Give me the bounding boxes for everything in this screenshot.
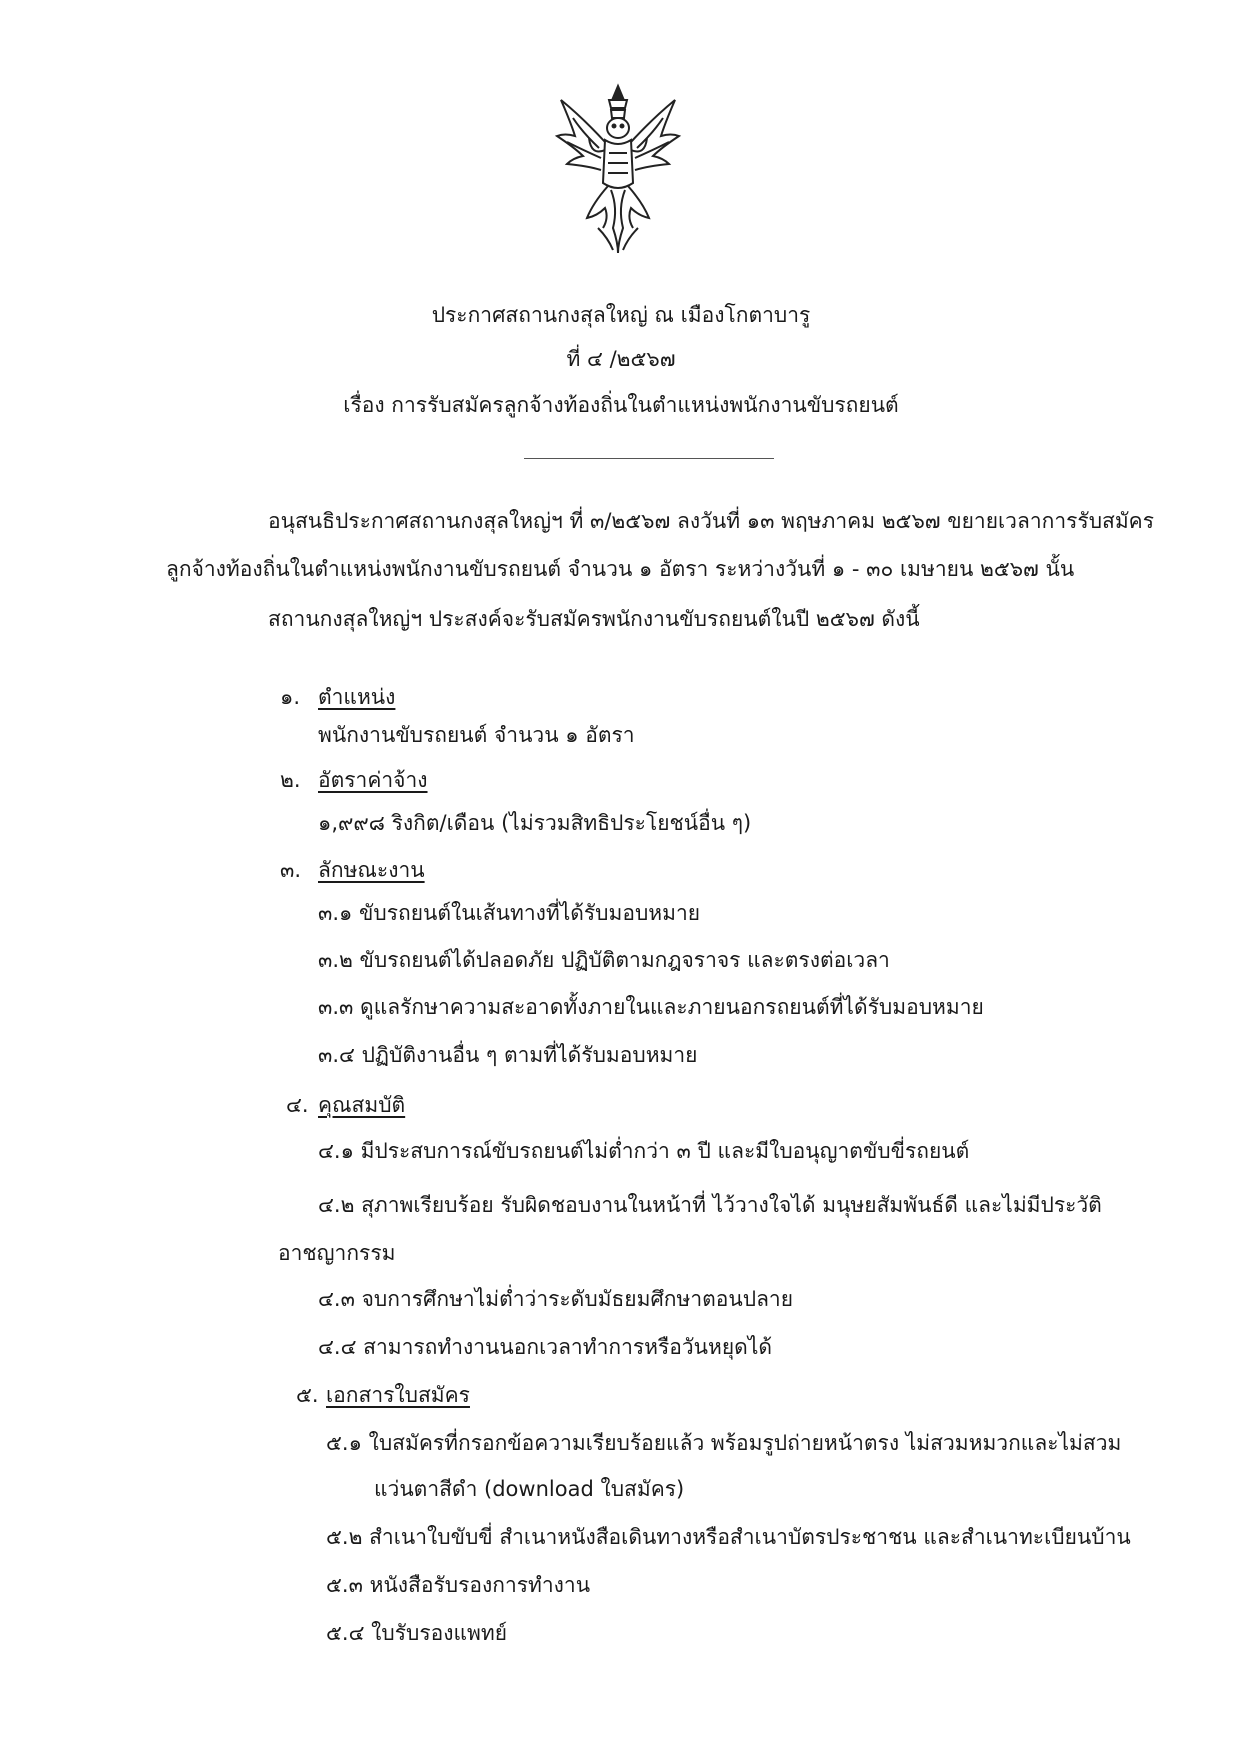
section-heading: เอกสารใบสมัคร <box>326 1383 470 1407</box>
announcement-number: ที่ ๔ /๒๕๖๗ <box>566 347 676 371</box>
intro-line: สถานกงสุลใหญ่ฯ ประสงค์จะรับสมัครพนักงานขับรถยนต์ในปี ๒๕๖๗ ดังนี้ <box>268 607 920 631</box>
list-item: ๕.๓ หนังสือรับรองการทำงาน <box>326 1573 591 1597</box>
list-item: ๔.๓ จบการศึกษาไม่ต่ำว่าระดับมัธยมศึกษาตอนปลาย <box>318 1287 794 1311</box>
list-item: ๓.๔ ปฏิบัติงานอื่น ๆ ตามที่ได้รับมอบหมาย <box>318 1043 698 1067</box>
section-heading: ลักษณะงาน <box>318 858 425 882</box>
list-item: ๕.๑ ใบสมัครที่กรอกข้อความเรียบร้อยแล้ว พร้อมรูปถ่ายหน้าตรง ไม่สวมหมวกและไม่สวม <box>326 1431 1122 1455</box>
announcement-title: ประกาศสถานกงสุลใหญ่ ณ เมืองโกตาบารู <box>431 303 811 327</box>
intro-line: ลูกจ้างท้องถิ่นในตำแหน่งพนักงานขับรถยนต์ จำนวน ๑ อัตรา ระหว่างวันที่ ๑ - ๓๐ เมษายน ๒๕๖๗ นั้น <box>166 557 1075 581</box>
section-number: ๒. <box>280 768 301 792</box>
list-item: ๓.๓ ดูแลรักษาความสะอาดทั้งภายในและภายนอกรถยนต์ที่ได้รับมอบหมาย <box>318 995 984 1019</box>
divider <box>524 458 774 459</box>
list-item: ๔.๑ มีประสบการณ์ขับรถยนต์ไม่ต่ำกว่า ๓ ปี และมีใบอนุญาตขับขี่รถยนต์ <box>318 1139 970 1163</box>
list-item: ๑,๙๙๘ ริงกิต/เดือน (ไม่รวมสิทธิประโยชน์อื่น ๆ) <box>318 811 752 835</box>
section-heading: อัตราค่าจ้าง <box>318 768 428 792</box>
list-item-continuation: อาชญากรรม <box>278 1241 396 1265</box>
list-item: ๕.๒ สำเนาใบขับขี่ สำเนาหนังสือเดินทางหรือสำเนาบัตรประชาชน และสำเนาทะเบียนบ้าน <box>326 1525 1131 1549</box>
garuda-emblem-icon <box>553 78 683 258</box>
section-number: ๔. <box>286 1093 309 1117</box>
section-heading: ตำแหน่ง <box>318 685 396 709</box>
section-heading: คุณสมบัติ <box>318 1093 406 1117</box>
list-item: ๓.๒ ขับรถยนต์ได้ปลอดภัย ปฏิบัติตามกฎจราจร และตรงต่อเวลา <box>318 948 890 972</box>
list-item: ๔.๔ สามารถทำงานนอกเวลาทำการหรือวันหยุดได้ <box>318 1335 773 1359</box>
section-number: ๕. <box>296 1383 319 1407</box>
intro-line: อนุสนธิประกาศสถานกงสุลใหญ่ฯ ที่ ๓/๒๕๖๗ ลงวันที่ ๑๓ พฤษภาคม ๒๕๖๗ ขยายเวลาการรับสมัคร <box>268 509 1155 533</box>
list-item: ๓.๑ ขับรถยนต์ในเส้นทางที่ได้รับมอบหมาย <box>318 901 701 925</box>
list-item: พนักงานขับรถยนต์ จำนวน ๑ อัตรา <box>318 723 635 747</box>
list-item: ๕.๔ ใบรับรองแพทย์ <box>326 1621 508 1645</box>
announcement-subject: เรื่อง การรับสมัครลูกจ้างท้องถิ่นในตำแหน่งพนักงานขับรถยนต์ <box>343 393 899 417</box>
list-item: ๔.๒ สุภาพเรียบร้อย รับผิดชอบงานในหน้าที่ ไว้วางใจได้ มนุษยสัมพันธ์ดี และไม่มีประวัติ <box>318 1193 1102 1217</box>
section-number: ๓. <box>280 858 302 882</box>
section-number: ๑. <box>280 685 301 709</box>
list-item-continuation: แว่นตาสีดำ (download ใบสมัคร) <box>374 1477 685 1501</box>
